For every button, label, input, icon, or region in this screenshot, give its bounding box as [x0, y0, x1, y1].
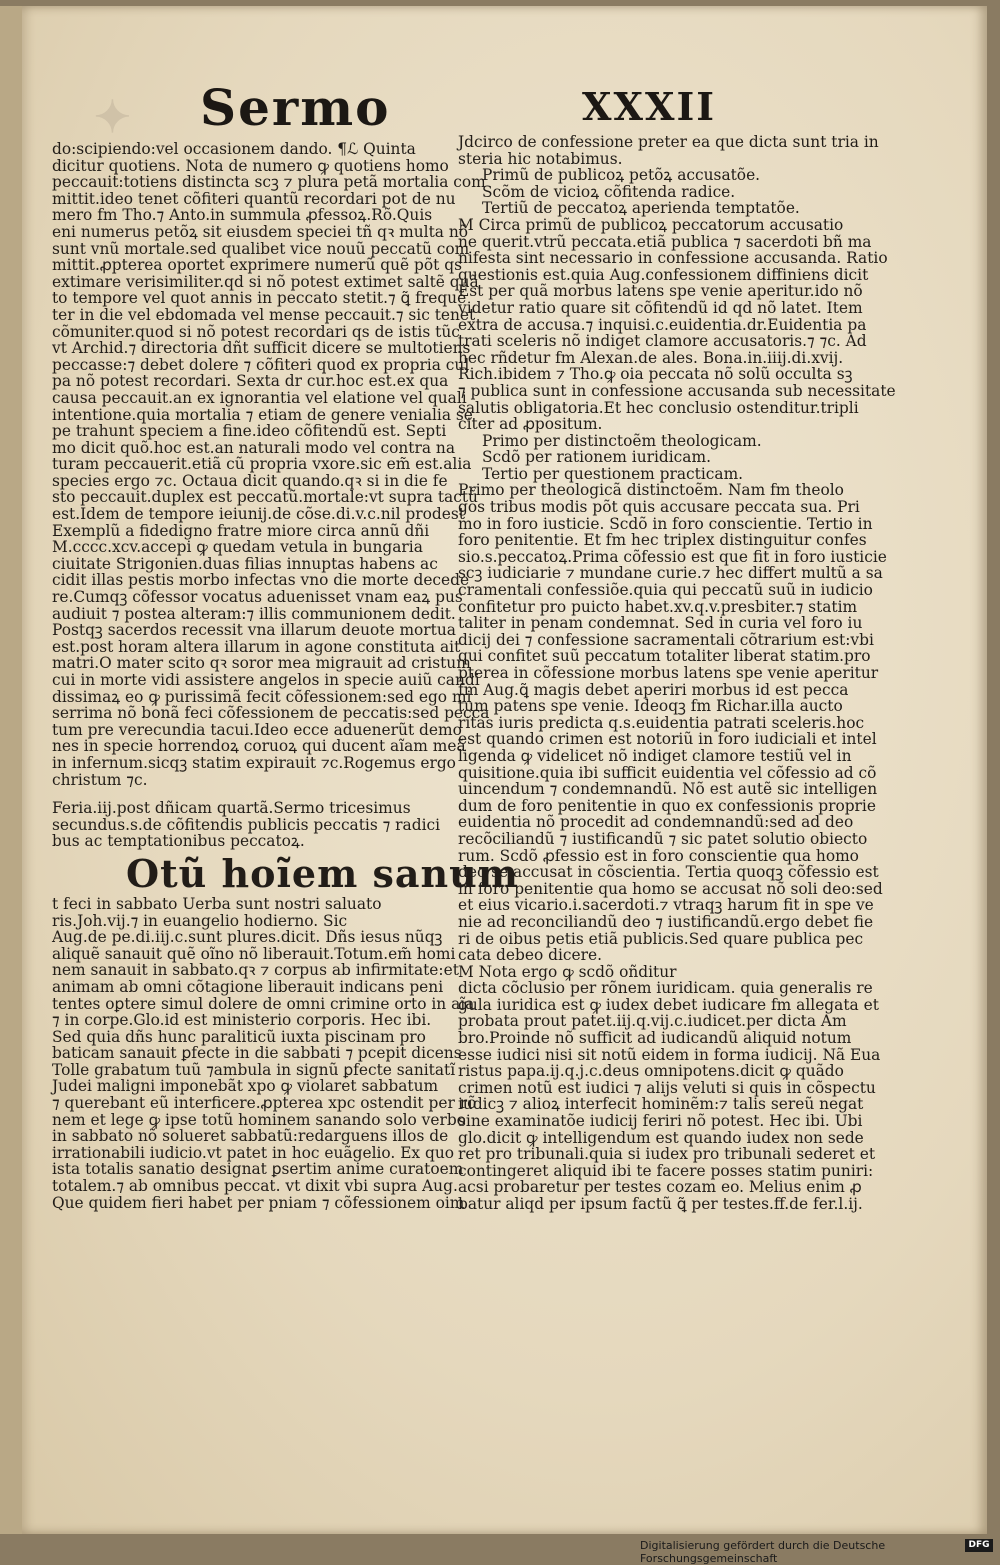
text-line: to tempore vel quot annis in peccato stetit.⁊ ꝗ̃ frequẽ	[52, 289, 467, 308]
text-line: glo.dicit ꝙ intelligendum est quando iudex non sede	[458, 1128, 864, 1147]
text-line: qui confitet suũ peccatum totaliter liberat statim.pro	[458, 647, 871, 666]
text-line: M Nota ergo ꝙ scdõ oñditur	[458, 962, 677, 981]
text-line: fm Aug.ꝗ̃ magis debet aperiri morbus id est pecca	[458, 680, 849, 699]
text-line: ista totalis sanatio designat ꝑsertim anime curatoem	[52, 1160, 464, 1179]
text-line: baticam sanauit ꝑfecte in die sabbati ⁊ pcepit dicens	[52, 1044, 462, 1063]
text-line: peccauit:totiens distincta scꝫ ⁊ plura petã mortalia com	[52, 173, 486, 192]
text-line: trati sceleris nõ indiget clamore accusatoris.⁊ ⁊c. Ad	[458, 332, 867, 351]
text-line: quisitione.quia ibi sufficit euidentia vel cõfessio ad cõ	[458, 763, 877, 782]
text-line: extimare verisimiliter.qd si nõ potest extimet saltẽ quã	[52, 272, 479, 291]
text-line: dicta cõclusio per rõnem iuridicam. quia generalis re	[458, 979, 873, 998]
text-line: steria hic notabimus.	[458, 149, 623, 168]
text-line: nes in specie horrendoꝝ coruoꝝ qui ducent aĩam meã	[52, 737, 466, 756]
text-line: ter in die vel ebdomada vel mense peccauit.⁊ sic tenet	[52, 305, 476, 324]
text-line: Que quidem fieri habet per pniam ⁊ cõfessionem oim	[52, 1193, 465, 1212]
text-line: mero fm Tho.⁊ Anto.in summula ꝓfessoꝝ.Rõ.Quis	[52, 206, 433, 225]
text-line: cõmuniter.quod si nõ potest recordari qs de istis tũc	[52, 322, 460, 341]
text-line: salutis obligatoria.Et hec conclusio ostenditur.tripli	[458, 398, 859, 417]
text-line: deo se accusat in cõscientia. Tertia quoqꝫ cõfessio est	[458, 863, 879, 882]
text-line: cata debeo dicere.	[458, 946, 602, 965]
text-line: taliter in penam condemnat. Sed in curia vel foro iu	[458, 614, 863, 633]
text-line: tentes oꝑtere simul dolere de omni crimine orto in aĩa	[52, 994, 475, 1013]
text-line: et eius vicario.i.sacerdoti.⁊ vtraqꝫ harum fit in spe ve	[458, 896, 874, 915]
text-line: ciuitate Strigonien.duas filias innuptas habens ac	[52, 554, 438, 573]
text-line: Sed quia dñs hunc paraliticũ iuxta piscinam pro	[52, 1027, 426, 1046]
text-line: ris.Joh.vij.⁊ in euangelio hodierno. Sic	[52, 911, 348, 930]
sermon-incipit: Otũ hoĩem sanum	[126, 850, 520, 896]
text-line: euidentia nõ procedit ad condemnandũ:sed ad deo	[458, 813, 854, 832]
text-line: videtur ratio quare sit cõfitendũ id qd nõ latet. Item	[458, 298, 863, 317]
right-column	[458, 133, 896, 1213]
text-line: irrationabili iudicio.vt patet in hoc euãgelio. Ex quo	[52, 1143, 455, 1162]
text-line: ristus papa.ij.q.j.c.deus omnipotens.dicit ꝙ quãdo	[458, 1062, 844, 1081]
text-line: rum. Scdõ ꝓfessio est in foro conscientie qua homo	[458, 846, 859, 865]
text-line: ne querit.vtrũ peccata.etiã publica ⁊ sacerdoti bñ ma	[458, 232, 872, 251]
text-line: ret pro tribunali.quia si iudex pro tribunali sederet et	[458, 1145, 876, 1164]
text-line: animam ab omni cõtagione liberauit indicans peni	[52, 977, 444, 996]
text-line: causa peccauit.an ex ignorantia vel elatione vel quali	[52, 388, 467, 407]
left-column	[52, 140, 520, 1212]
list-line: Tertio per questionem practicam.	[482, 464, 744, 483]
text-line: mittit.ideo tenet cõfiteri quantũ recordari pot de nu	[52, 189, 456, 208]
text-line: dissimaꝝ eo ꝙ purissimã fecit cõfessionem:sed ego mi	[52, 687, 472, 706]
text-line: M.cccc.xcv.accepi ꝙ quedam vetula in bungaria	[52, 538, 423, 557]
text-line: acsi probaretur per testes cozam eo. Melius enim ꝓ	[458, 1178, 862, 1197]
text-line: serrima nõ bonã feci cõfessionem de peccatis:sed pecca	[52, 704, 490, 723]
text-line: sto peccauit.duplex est peccatũ.mortale:vt supra tactũ	[52, 488, 478, 507]
text-line: pa nõ potest recordari. Sexta dr cur.hoc est.ex qua	[52, 372, 449, 391]
text-line: Tertiũ de peccatoꝝ aperienda temptatõe.	[482, 199, 800, 218]
text-line: est quando crimen est notoriũ in foro iudiciali et intel	[458, 730, 877, 749]
text-line: peccasse:⁊ debet dolere ⁊ cõfiteri quod ex propria cul	[52, 355, 470, 374]
folio-number: XXXII	[582, 84, 717, 129]
text-line: aliquẽ sanauit quẽ oĩno nõ liberauit.Totum.em̃ homi	[52, 944, 456, 963]
text-line: gos tribus modis põt quis accusare peccata sua. Pri	[458, 498, 860, 517]
text-line: tum pre verecundia tacui.Ideo ecce aduenerũt demo	[52, 720, 462, 739]
page-edge	[0, 6, 22, 1534]
text-line: cui in morte vidi assistere angelos in specie auiũ candi	[52, 671, 480, 689]
text-line: M Circa primũ de publicoꝝ peccatorum accusatio	[458, 215, 844, 234]
text-line: Aug.de pe.di.iij.c.sunt plures.dicit. Dñs iesus nũqꝫ	[52, 928, 443, 947]
text-line: nem et lege ꝙ ipse totũ hominem sanando solo verbo	[52, 1110, 466, 1129]
text-line: gula iuridica est ꝙ iudex debet iudicare fm allegata et	[458, 995, 879, 1014]
text-line: dicitur quotiens. Nota de numero ꝙ quotiens homo	[52, 156, 449, 175]
text-line: ⁊ in corpe.Glo.id est ministerio corporis. Hec ibi.	[52, 1011, 432, 1030]
text-line: eni numerus petõꝝ sit eiusdem speciei tñ qꝛ multa nõ	[52, 222, 469, 241]
text-line: batur aliqd per ipsum factũ ꝗ̃ per testes.ff.de fer.l.ij.	[458, 1195, 863, 1213]
text-line: ⁊ querebant eũ interficere.ꝓpterea xpc ostendit per rõ	[52, 1094, 477, 1113]
text-line: foro penitentie. Et fm hec triplex distinguitur confes	[458, 531, 867, 550]
rubric-line: bus ac temptationibus peccatoꝝ.	[52, 832, 305, 851]
text-line: ri de oibus petis etiã publicis.Sed quare publica pec	[458, 929, 864, 948]
text-line: pe trahunt speciem a fine.ideo cõfitendũ est. Septi	[52, 422, 447, 441]
text-line: sio.s.peccatoꝝ.Prima cõfessio est que fit in foro iusticie	[458, 547, 887, 566]
text-line: citer ad ꝓpositum.	[458, 415, 603, 434]
text-line: sunt vnũ mortale.sed qualibet vice nouũ peccatũ com	[52, 239, 470, 258]
text-line: crimen notũ est iudici ⁊ alijs veluti si quis in cõspectu	[458, 1078, 876, 1097]
running-title: Sermo	[200, 78, 391, 137]
text-line: recõciliandũ ⁊ iustificandũ ⁊ sic patet solutio obiecto	[458, 829, 868, 848]
text-line: extra de accusa.⁊ inquisi.c.euidentia.dr.Euidentia pa	[458, 315, 867, 334]
text-line: in infernum.sicqꝫ statim expirauit ⁊c.Rogemus ergo	[52, 753, 456, 772]
text-line: confitetur pro puicto habet.xv.q.v.presbiter.⁊ statim	[458, 597, 858, 616]
text-line: ⁊ publica sunt in confessione accusanda sub necessitate	[458, 381, 896, 400]
text-line: audiuit ⁊ postea alteram:⁊ illis communionem dedit.	[52, 604, 456, 623]
text-line: re.Cumqꝫ cõfessor vocatus aduenisset vnam eaꝝ pus	[52, 588, 463, 607]
text-line: nie ad reconciliandũ deo ⁊ iustificandũ.ergo debet fie	[458, 912, 874, 931]
text-line: uincendum ⁊ condemnandũ. Nõ est autẽ sic intelligen	[458, 780, 878, 799]
text-line: nifesta sint necessario in confessione accusanda. Ratio	[458, 249, 888, 268]
digitization-credit: Digitalisierung gefördert durch die Deutsche Forschungsgemeinschaft	[640, 1539, 886, 1565]
text-line: Est per quã morbus latens spe venie aperitur.ido nõ	[458, 282, 863, 301]
text-line: scꝫ iudiciarie ⁊ mundane curie.⁊ hec differt multũ a sa	[458, 564, 883, 583]
text-line: vt Archid.⁊ directoria dñt sufficit dicere se multotiens	[52, 339, 471, 358]
text-line: dum de foro penitentie in quo ex confessionis proprie	[458, 796, 876, 815]
text-line: esse iudici nisi sit notũ eidem in forma iudicij. Nã Eua	[458, 1045, 881, 1064]
text-line: dicij dei ⁊ confessione sacramentali cõtrarium est:vbi	[458, 630, 874, 649]
text-line: hec rñdetur fm Alexan.de ales. Bona.in.iiij.di.xvij.	[458, 348, 844, 367]
text-line: Exemplũ a fidedigno fratre miore circa annũ dñi	[52, 521, 430, 540]
text-line: Judei maligni imponebãt xpo ꝙ violaret sabbatum	[52, 1077, 439, 1096]
rubric-line: Feria.iij.post dñicam quartã.Sermo tricesimus	[52, 799, 411, 818]
text-line: bro.Proinde nõ sufficit ad iudicandũ aliquid notum	[458, 1029, 852, 1048]
text-line: t feci in sabbato Uerba sunt nostri saluato	[52, 894, 382, 913]
text-line: Primũ de publicoꝝ petõꝝ accusatõe.	[482, 166, 761, 185]
text-line: species ergo ⁊c. Octaua dicit quando.qꝛ si in die fe	[52, 471, 448, 490]
text-line: Primo per theologicã distinctoẽm. Nam fm theolo	[458, 481, 844, 500]
text-line: totalem.⁊ ab omnibus peccat. vt dixit vbi supra Aug.	[52, 1177, 458, 1196]
text-line: Tolle grabatum tuũ ⁊ambula in signũ ꝑfecte sanitatĩ	[52, 1060, 456, 1079]
text-line: mo in foro iusticie. Scdõ in foro conscientie. Tertio in	[458, 514, 873, 533]
text-line: turam peccauerit.etiã cũ propria vxore.sic em̃ est.alia	[52, 455, 472, 474]
text-line: tum patens spe venie. Ideoqꝫ fm Richar.illa aucto	[458, 697, 843, 716]
dfg-logo: DFG	[965, 1539, 993, 1552]
text-line: contingeret aliquid ibi te facere posses statim puniri:	[458, 1161, 874, 1180]
text-line: matri.O mater scito qꝛ soror mea migrauit ad cristum	[52, 654, 471, 673]
text-line: do:scipiendo:vel occasionem dando. ¶ℒ Quinta	[52, 140, 416, 158]
text-line: est.post horam altera illarum in agone constituta ait	[52, 637, 461, 656]
text-line: sine examinatõe iudicij feriri nõ potest. Hec ibi. Ubi	[458, 1112, 863, 1131]
text-line: Postqꝫ sacerdos recessit vna illarum deuote mortua	[52, 621, 456, 640]
text-line: in foro penitentie qua homo se accusat nõ soli deo:sed	[458, 879, 883, 898]
list-line: Primo per distinctoẽm theologicam.	[482, 431, 762, 450]
text-line: ligenda ꝙ videlicet nõ indiget clamore testiũ vel in	[458, 746, 852, 765]
text-line: cramentali confessiõe.quia qui peccatũ suũ in iudicio	[458, 581, 873, 600]
text-line: in sabbato nõ solueret sabbatũ:redarguens illos de	[52, 1127, 449, 1146]
list-line: Scdõ per rationem iuridicam.	[482, 448, 711, 467]
text-line: probata prout patet.iij.q.vij.c.iudicet.per dicta Am	[458, 1012, 847, 1031]
text-line: Rich.ibidem ⁊ Tho.ꝙ oia peccata nõ solũ occulta sꝫ	[458, 365, 853, 384]
text-line: mo dicit quõ.hoc est.an naturali modo vel contra na	[52, 438, 455, 457]
text-line: iudicꝫ ⁊ alioꝝ interfecit hominẽm:⁊ talis sereũ negat	[458, 1095, 864, 1114]
text-line: Scõm de vicioꝝ cõfitenda radice.	[482, 182, 736, 201]
text-line: christum ⁊c.	[52, 770, 148, 789]
bleed-through-text: ✦	[92, 92, 131, 143]
rubric-line: secundus.s.de cõfitendis publicis peccatis ⁊ radici	[52, 815, 441, 834]
text-line: pterea in cõfessione morbus latens spe venie aperitur	[458, 664, 879, 682]
text-line: questionis est.quia Aug.confessionem diffiniens dicit	[458, 265, 869, 284]
text-line: ritas iuris predicta q.s.euidentia patrati sceleris.hoc	[458, 713, 865, 732]
text-line: cidit illas pestis morbo infectas vno die morte decede	[52, 571, 470, 590]
text-line: Jdcirco de confessione preter ea que dicta sunt tria in	[458, 133, 879, 151]
text-line: mittit.ꝓpterea oportet exprimere numerũ quẽ põt qs	[52, 256, 462, 275]
text-line: nem sanauit in sabbato.qꝛ ⁊ corpus ab infirmitate:et	[52, 961, 459, 980]
text-line: est.Idem de tempore ieiunij.de cõse.di.v.c.nil prodest	[52, 505, 465, 524]
text-line: intentione.quia mortalia ⁊ etiam de genere venialia se	[52, 405, 473, 424]
